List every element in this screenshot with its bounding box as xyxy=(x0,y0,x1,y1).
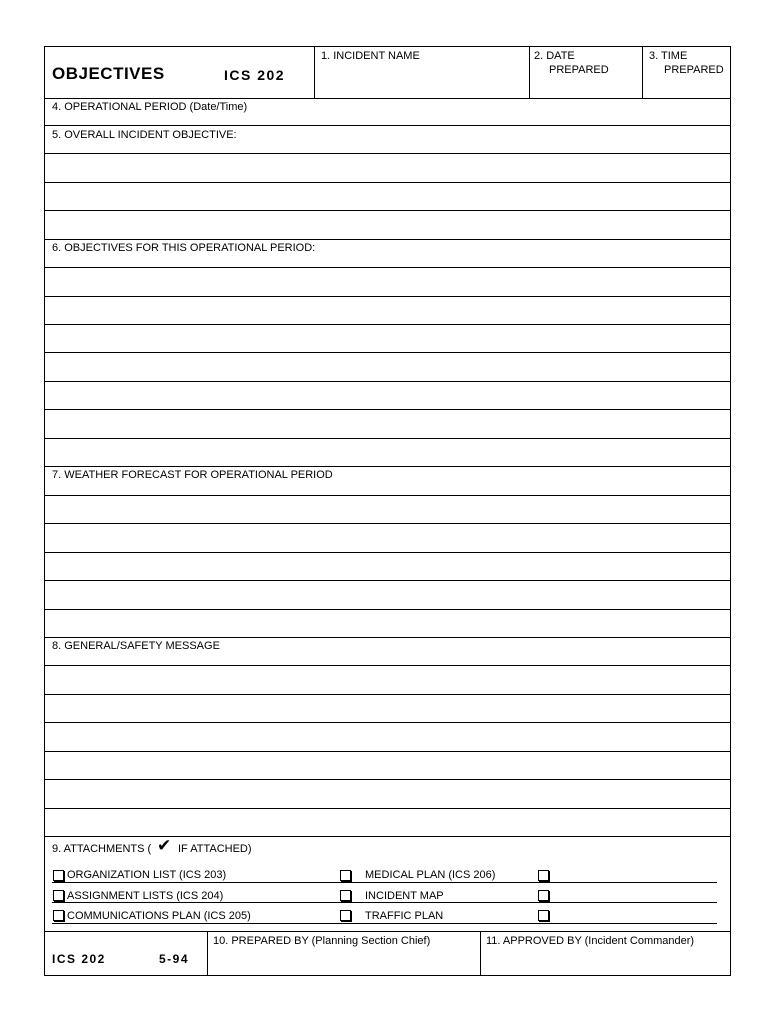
incident-name-field[interactable] xyxy=(315,63,528,97)
operational-period-field[interactable] xyxy=(45,114,731,124)
time-prepared-field[interactable] xyxy=(643,77,731,97)
weather-forecast-label: 7. WEATHER FORECAST FOR OPERATIONAL PERIOD xyxy=(52,469,333,481)
traffic-plan-checkbox[interactable] xyxy=(538,910,549,921)
communications-plan-extra-checkbox[interactable] xyxy=(340,910,351,921)
overall-objective-field[interactable] xyxy=(45,154,731,239)
prepared-by-field[interactable] xyxy=(208,949,479,975)
check-mark-icon: ✔ xyxy=(157,836,172,855)
time-prepared-label-line2: PREPARED xyxy=(664,64,724,76)
organization-list-extra-checkbox[interactable] xyxy=(340,870,351,881)
form-code: ICS 202 xyxy=(224,67,286,83)
approved-by-label: 11. APPROVED BY (Incident Commander) xyxy=(486,935,695,947)
prepared-by-label: 10. PREPARED BY (Planning Section Chief) xyxy=(213,935,431,947)
weather-forecast-field[interactable] xyxy=(45,496,731,637)
medical-plan-label: MEDICAL PLAN (ICS 206) xyxy=(365,869,496,881)
overall-objective-label: 5. OVERALL INCIDENT OBJECTIVE: xyxy=(52,129,237,141)
incident-map-label: INCIDENT MAP xyxy=(365,890,444,902)
attachments-label-prefix: 9. ATTACHMENTS ( xyxy=(52,843,152,855)
objectives-period-label: 6. OBJECTIVES FOR THIS OPERATIONAL PERIOD: xyxy=(52,242,316,254)
time-prepared-label-line1: 3. TIME xyxy=(649,50,688,62)
objectives-period-field[interactable] xyxy=(45,268,731,466)
form-title: OBJECTIVES xyxy=(52,64,165,83)
safety-message-label: 8. GENERAL/SAFETY MESSAGE xyxy=(52,640,220,652)
footer-form-code: ICS 202 xyxy=(52,952,106,966)
date-prepared-label-line1: 2. DATE xyxy=(534,50,575,62)
date-prepared-label-line2: PREPARED xyxy=(549,64,609,76)
communications-plan-checkbox[interactable] xyxy=(53,910,64,921)
assignment-lists-label: ASSIGNMENT LISTS (ICS 204) xyxy=(67,890,224,902)
assignment-lists-checkbox[interactable] xyxy=(53,890,64,901)
attachments-label-suffix: IF ATTACHED) xyxy=(178,843,252,855)
operational-period-label: 4. OPERATIONAL PERIOD (Date/Time) xyxy=(52,101,248,113)
date-prepared-field[interactable] xyxy=(530,77,641,97)
safety-message-field[interactable] xyxy=(45,666,731,836)
ics-202-form xyxy=(44,46,731,976)
assignment-lists-extra-checkbox[interactable] xyxy=(340,890,351,901)
footer-revision: 5-94 xyxy=(159,952,190,966)
organization-list-checkbox[interactable] xyxy=(53,870,64,881)
approved-by-field[interactable] xyxy=(481,949,731,975)
medical-plan-checkbox[interactable] xyxy=(538,870,549,881)
incident-name-label: 1. INCIDENT NAME xyxy=(321,50,420,62)
organization-list-label: ORGANIZATION LIST (ICS 203) xyxy=(67,869,227,881)
communications-plan-label: COMMUNICATIONS PLAN (ICS 205) xyxy=(67,910,251,922)
incident-map-checkbox[interactable] xyxy=(538,890,549,901)
traffic-plan-label: TRAFFIC PLAN xyxy=(365,910,444,922)
